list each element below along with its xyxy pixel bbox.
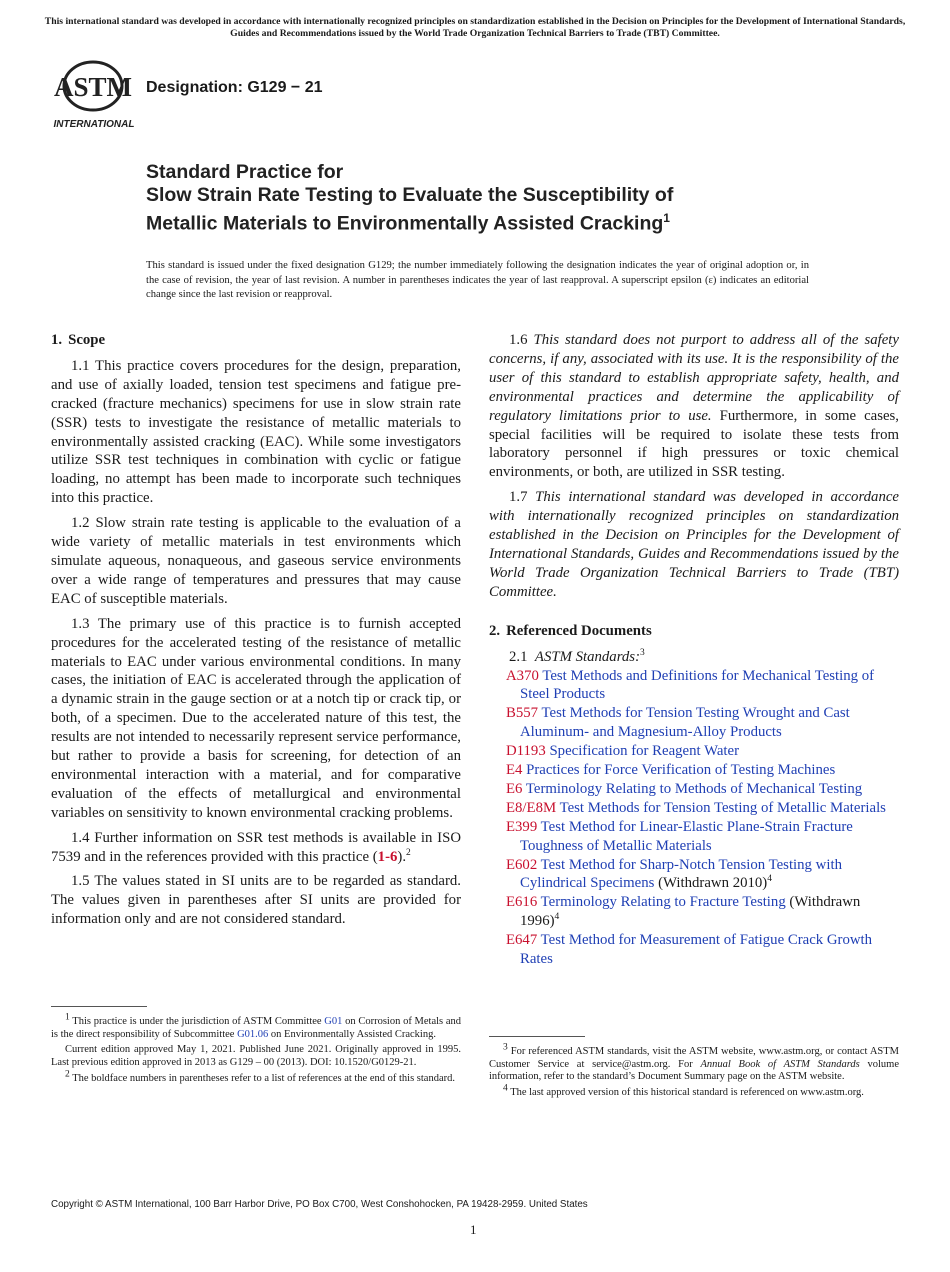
- footnote-2: 2 The boldface numbers in parentheses refer to a list of references at the end of this standard.: [65, 1069, 455, 1084]
- designation: Designation: G129 − 21: [146, 79, 323, 96]
- astm-logo: [53, 58, 135, 132]
- list-item[interactable]: E602 Test Method for Sharp-Notch Tension Testing with Cylindrical Specimens (Withdrawn 2010)$^4$: [506, 856, 842, 892]
- left-column: [51, 331, 461, 935]
- document-title: [146, 161, 846, 236]
- title-line-2: Slow Strain Rate Testing to Evaluate the Susceptibility of: [146, 184, 674, 206]
- page-number: 1: [470, 1222, 477, 1237]
- list-item[interactable]: E6 Terminology Relating to Methods of Mechanical Testing: [506, 780, 863, 797]
- top-notice: This international standard was developed in accordance with internationally recognized principles on standardization established in the Decision on Principles for the Development of International Standards, Guides and Recommendations issued by the World Trade Organization Technical Barriers to Trade (TBT) Committee.: [44, 16, 906, 39]
- title-line-3: Metallic Materials to Environmentally Assisted Cracking: [146, 212, 664, 235]
- list-item[interactable]: E647 Test Method for Measurement of Fatigue Crack Growth Rates: [506, 932, 873, 968]
- para-1-4: 1.4 Further information on SSR test methods is available in ISO 7539 and in the references provided with this practice (1-6).$^2$: [51, 829, 461, 865]
- list-item[interactable]: A370 Test Methods and Definitions for Mechanical Testing of Steel Products: [506, 667, 875, 703]
- section-1-heading: 1. Scope: [51, 332, 106, 348]
- footnote-divider-left: [51, 1006, 147, 1007]
- reference-link[interactable]: 1-6: [377, 848, 398, 865]
- referenced-standards-list: [489, 667, 899, 970]
- para-1-1: 1.1 This practice covers procedures for the design, preparation, and use of axially loaded, tension test specimens and fatigue pre-cracked (fracture mechanics) specimens for use in slow strain rate (SSR) tests to investigate the resistance of metallic materials to environmentally assisted cracking (EAC). While some investigators utilize SSR test techniques in combination with cyclic or fatigue loading, no attempt has been made to incorporate such techniques into this practice.: [51, 357, 461, 507]
- footnote-divider-right: [489, 1036, 585, 1037]
- footnotes-left: [51, 1012, 462, 1089]
- para-1-3: 1.3 The primary use of this practice is to furnish accepted procedures for the accelerated testing of the resistance of metallic materials to EAC under various environmental conditions. In many cases, the initiation of EAC is accelerated through the application of a dynamic strain in the gauge section or at a notch tip or crack tip, or both, of a specimen. Due to the accelerated nature of this test, the results are not intended to necessarily represent service performance, but rather to provide a basis for screening, for detection of an environmental interaction with a material, and for comparative evaluation of the effects of metallurgical and environmental variables on sensitivity to known environmental cracking problems.: [51, 615, 461, 821]
- footnote-1: 1 This practice is under the jurisdiction of ASTM Committee G01 on Corrosion of Metals and is the direct responsibility of Subcommittee G01.06 on Environmentally Assisted Cracking.: [51, 1012, 462, 1040]
- list-item[interactable]: E8/E8M Test Methods for Tension Testing of Metallic Materials: [506, 799, 886, 816]
- issued-note: This standard is issued under the fixed designation G129; the number immediately following the designation indicates the year of original adoption or, in the case of revision, the year of last revision. A number in parentheses indicates the year of last reapproval. A superscript epsilon (ε) indicates an editorial change since the last revision or reapproval.: [146, 260, 809, 301]
- astm-logo-icon: [53, 58, 135, 132]
- para-1-6: 1.6 This standard does not purport to address all of the safety concerns, if any, associated with its use. It is the responsibility of the user of this standard to establish appropriate safety, health, and environmental practices and determine the applicability of regulatory limitations prior to use. Furthermore, in some cases, special facilities will be required to isolate these tests from laboratory personnel if high pressures or toxic chemical environments, or both, are utilized in SSR testing.: [489, 332, 899, 481]
- copyright-line: Copyright © ASTM International, 100 Barr Harbor Drive, PO Box C700, West Conshohocken, PA 19428-2959. United States: [51, 1199, 588, 1210]
- list-item[interactable]: D1193 Specification for Reagent Water: [506, 743, 740, 760]
- footnote-4: 4 The last approved version of this historical standard is referenced on www.astm.org.: [503, 1083, 864, 1099]
- footnotes-right: [489, 1042, 900, 1103]
- footnote-3: 3 For referenced ASTM standards, visit the ASTM website, www.astm.org, or contact ASTM Customer Service at service@astm.org. For Annual Book of ASTM Standards volume information, refer to the standard’s Document Summary page on the ASTM website.: [489, 1042, 900, 1083]
- title-line-1: Standard Practice for: [146, 161, 344, 183]
- logo-caption: INTERNATIONAL: [53, 119, 135, 130]
- title-footnote-mark: 1: [663, 211, 670, 225]
- list-item[interactable]: E616 Terminology Relating to Fracture Testing (Withdrawn 1996)$^4$: [506, 894, 861, 930]
- subcommittee-link[interactable]: G01.06: [237, 1028, 269, 1040]
- section-2-heading: 2. Referenced Documents: [489, 622, 652, 639]
- logo-wordmark: ASTM: [53, 72, 133, 102]
- list-item[interactable]: E399 Test Method for Linear-Elastic Plane-Strain Fracture Toughness of Metallic Materials: [506, 818, 853, 854]
- para-1-5: 1.5 The values stated in SI units are to be regarded as standard. The values given in parentheses after SI units are provided for information only and are not considered standard.: [51, 873, 461, 928]
- committee-link[interactable]: G01: [324, 1016, 343, 1027]
- list-item[interactable]: E4 Practices for Force Verification of Testing Machines: [506, 762, 836, 779]
- list-item[interactable]: B557 Test Methods for Tension Testing Wrought and Cast Aluminum- and Magnesium-Alloy Products: [506, 705, 850, 741]
- para-1-2: 1.2 Slow strain rate testing is applicable to the evaluation of a wide variety of metallic materials in test environments which simulate aqueous, nonaqueous, and gaseous service environments over a wide range of temperatures and pressures that may cause EAC of susceptible materials.: [51, 515, 461, 607]
- para-1-7: 1.7 This international standard was developed in accordance with internationally recognized principles on standardization established in the Decision on Principles for the Development of International Standards, Guides and Recommendations issued by the World Trade Organization Technical Barriers to Trade (TBT) Committee.: [489, 489, 899, 600]
- para-2-1: 2.1 ASTM Standards:$^3$: [509, 647, 645, 665]
- edition-note: Current edition approved May 1, 2021. Published June 2021. Originally approved in 1995. Last previous edition approved in 2013 as G129 – 00 (2013). DOI: 10.1520/G0129-21.: [51, 1044, 461, 1069]
- right-column: [489, 331, 899, 969]
